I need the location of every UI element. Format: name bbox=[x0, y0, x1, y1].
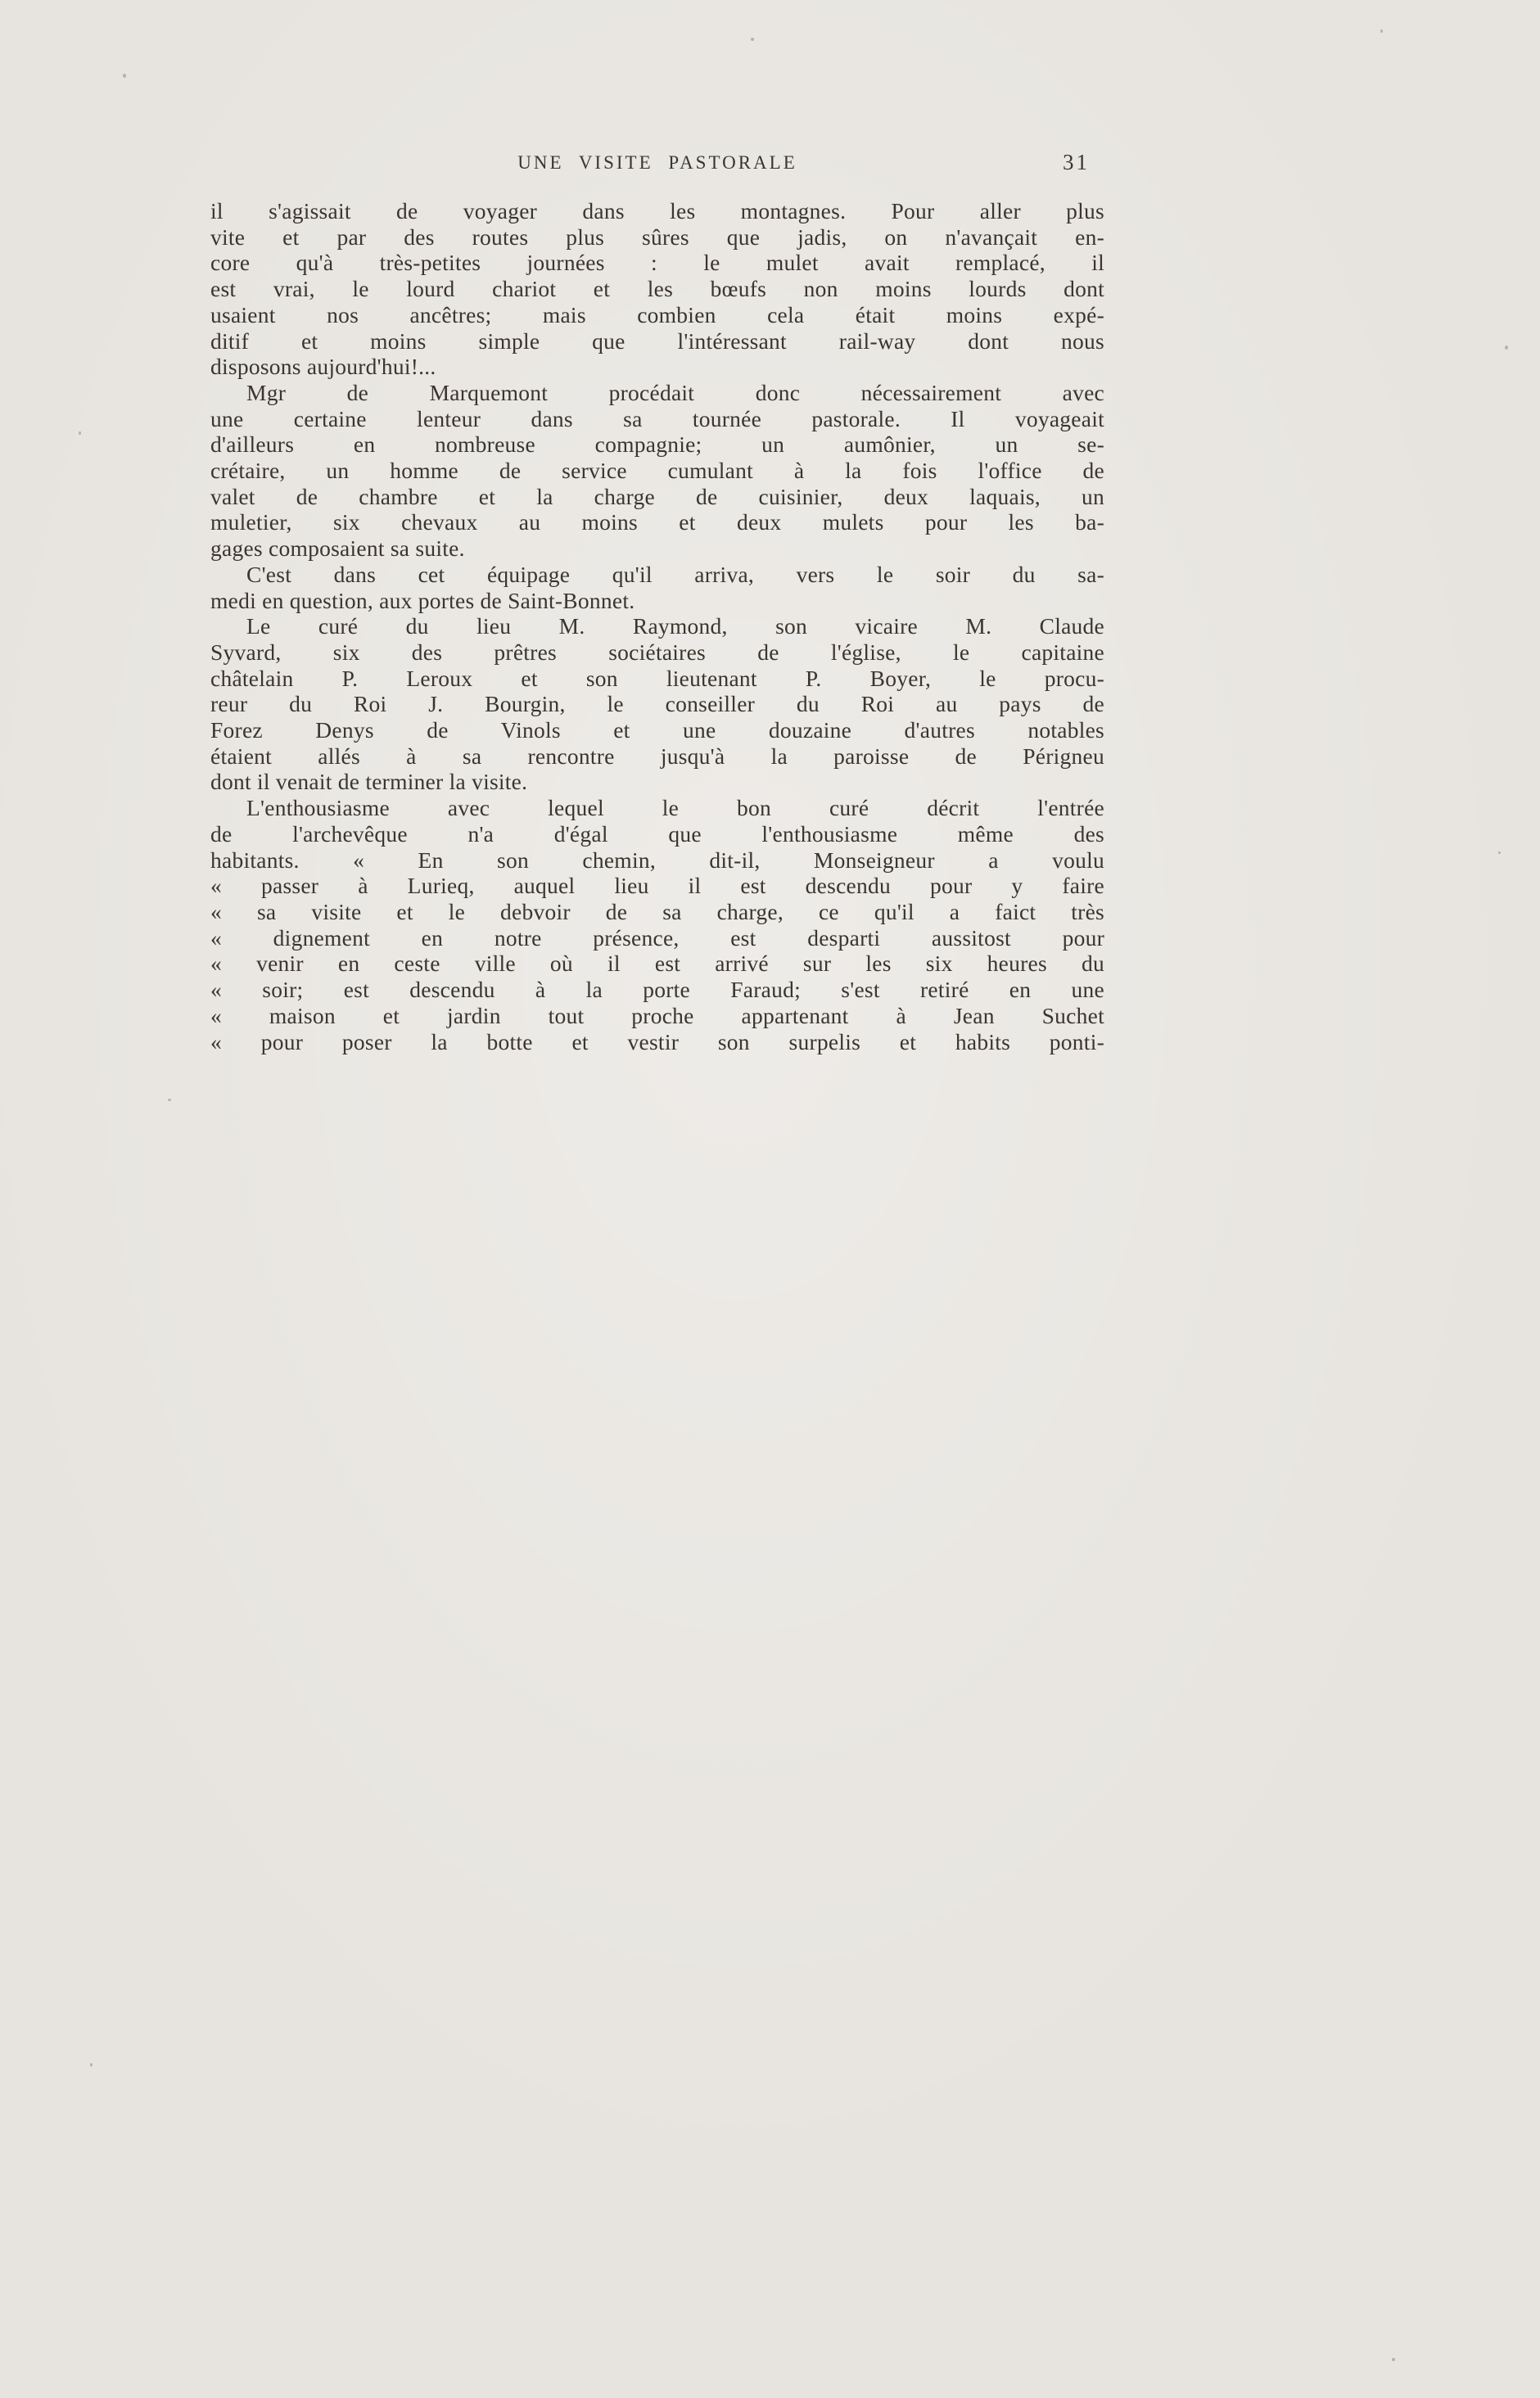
paragraph bbox=[210, 562, 1104, 613]
running-header bbox=[210, 152, 1104, 177]
scan-speck bbox=[751, 38, 754, 41]
text-line: L'enthousiasme avec lequel le bon curé décrit l'entrée bbox=[246, 795, 1104, 821]
text-line: disposons aujourd'hui!... bbox=[210, 354, 436, 380]
text-line: gages composaient sa suite. bbox=[210, 535, 465, 562]
text-line: muletier, six chevaux au moins et deux mulets pour les ba- bbox=[210, 509, 1104, 535]
scan-speck bbox=[1505, 345, 1508, 350]
text-line: de l'archevêque n'a d'égal que l'enthousiasme même des bbox=[210, 820, 1104, 847]
text-line: « passer à Lurieq, auquel lieu il est descendu pour y faire bbox=[210, 873, 1104, 899]
text-line: usaient nos ancêtres; mais combien cela était moins expé- bbox=[210, 301, 1104, 327]
scan-speck bbox=[123, 74, 126, 78]
scan-speck bbox=[168, 1099, 171, 1101]
text-line: « sa visite et le debvoir de sa charge, ce qu'il a faict très bbox=[210, 898, 1104, 924]
text-line: medi en question, aux portes de Saint-Bonnet. bbox=[210, 587, 635, 613]
text-line: châtelain P. Leroux et son lieutenant P. Boyer, le procu- bbox=[210, 665, 1104, 691]
text-line: Mgr de Marquemont procédait donc nécessairement avec bbox=[246, 379, 1104, 405]
text-line: C'est dans cet équipage qu'il arriva, vers le soir du sa- bbox=[246, 561, 1104, 587]
scan-speck bbox=[1380, 29, 1383, 33]
text-line: est vrai, le lourd chariot et les bœufs non moins lourds dont bbox=[210, 276, 1104, 302]
text-line: ditif et moins simple que l'intéressant rail-way dont nous bbox=[210, 327, 1104, 354]
text-line: habitants. « En son chemin, dit-il, Monseigneur a voulu bbox=[210, 847, 1104, 873]
scan-speck bbox=[90, 2063, 93, 2066]
text-line: Syvard, six des prêtres sociétaires de l'église, le capitaine bbox=[210, 639, 1104, 665]
paragraph bbox=[210, 198, 1104, 380]
text-line: étaient allés à sa rencontre jusqu'à la paroisse de Périgneu bbox=[210, 743, 1104, 769]
text-line: core qu'à très-petites journées : le mulet avait remplacé, il bbox=[210, 250, 1104, 276]
text-line: valet de chambre et la charge de cuisinier, deux laquais, un bbox=[210, 483, 1104, 509]
text-line: d'ailleurs en nombreuse compagnie; un aumônier, un se- bbox=[210, 431, 1104, 458]
page-number: 31 bbox=[1063, 150, 1090, 174]
text-line: vite et par des routes plus sûres que jadis, on n'avançait en- bbox=[210, 224, 1104, 250]
text-line: « dignement en notre présence, est desparti aussitost pour bbox=[210, 924, 1104, 951]
paragraph bbox=[210, 380, 1104, 562]
text-line: « pour poser la botte et vestir son surpelis et habits ponti- bbox=[210, 1028, 1104, 1054]
running-header-title: UNE VISITE PASTORALE bbox=[517, 152, 797, 173]
text-line: dont il venait de terminer la visite. bbox=[210, 769, 528, 795]
scan-speck bbox=[1498, 851, 1501, 854]
paragraph bbox=[210, 795, 1104, 1054]
text-line: crétaire, un homme de service cumulant à la fois l'office de bbox=[210, 458, 1104, 484]
text-block bbox=[210, 152, 1104, 1054]
paragraph bbox=[210, 613, 1104, 795]
text-line: il s'agissait de voyager dans les montagnes. Pour aller plus bbox=[210, 198, 1104, 224]
text-line: « venir en ceste ville où il est arrivé sur les six heures du bbox=[210, 951, 1104, 977]
text-line: reur du Roi J. Bourgin, le conseiller du Roi au pays de bbox=[210, 691, 1104, 717]
text-line: Le curé du lieu M. Raymond, son vicaire M. Claude bbox=[246, 613, 1104, 639]
text-line: une certaine lenteur dans sa tournée pastorale. Il voyageait bbox=[210, 405, 1104, 431]
scan-speck bbox=[79, 431, 81, 435]
body-text bbox=[210, 198, 1104, 1054]
text-line: « soir; est descendu à la porte Faraud; s'est retiré en une bbox=[210, 977, 1104, 1003]
text-line: Forez Denys de Vinols et une douzaine d'autres notables bbox=[210, 717, 1104, 743]
scan-speck bbox=[1392, 2358, 1395, 2361]
text-line: « maison et jardin tout proche appartenant à Jean Suchet bbox=[210, 1002, 1104, 1028]
